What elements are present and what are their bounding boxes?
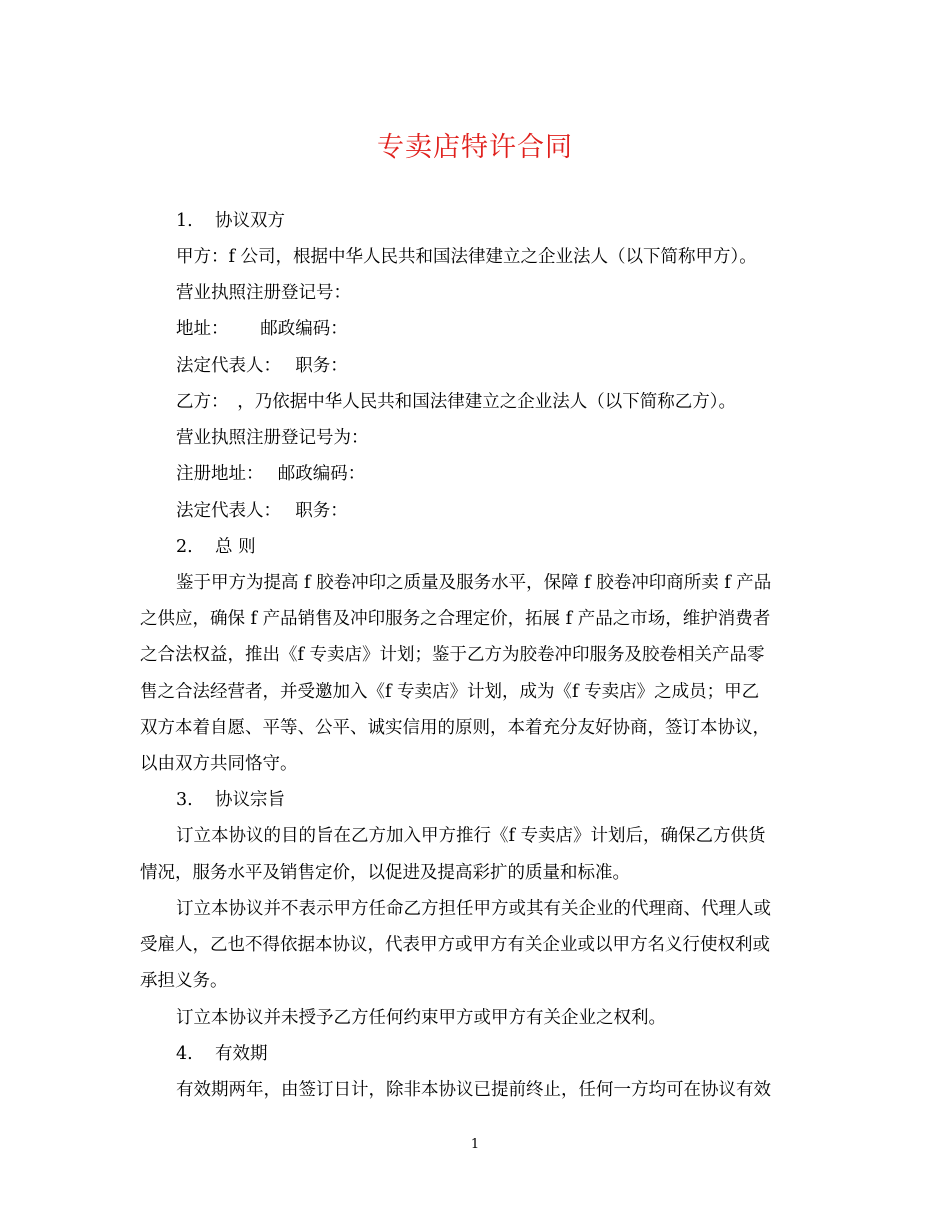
paragraph-line: 注册地址： 邮政编码： bbox=[176, 464, 366, 484]
paragraph-line: 受雇人，乙也不得依据本协议，代表甲方或甲方有关企业或以甲方名义行使权利或 bbox=[140, 935, 770, 955]
paragraph-line: 法定代表人： 职务： bbox=[176, 356, 348, 376]
paragraph-line: 售之合法经营者，并受邀加入《f 专卖店》计划，成为《f 专卖店》之成员；甲乙 bbox=[140, 682, 760, 702]
paragraph-line: 乙方： ，乃依据中华人民共和国法律建立之企业法人（以下简称乙方）。 bbox=[176, 392, 736, 412]
page-number: 1 bbox=[470, 1137, 480, 1152]
section-title: 协议双方 bbox=[215, 211, 285, 231]
section-heading-4 bbox=[176, 1039, 268, 1069]
paragraph-line: 营业执照注册登记号： bbox=[176, 283, 351, 303]
paragraph-line: 甲方：f 公司，根据中华人民共和国法律建立之企业法人（以下简称甲方）。 bbox=[176, 247, 757, 267]
paragraph-line: 有效期两年，由签订日计，除非本协议已提前终止，任何一方均可在协议有效 bbox=[176, 1080, 771, 1100]
paragraph-line: 之供应，确保 f 产品销售及冲印服务之合理定价，拓展 f 产品之市场，维护消费者 bbox=[140, 609, 771, 629]
section-number: 4. bbox=[176, 1044, 193, 1064]
paragraph-line: 双方本着自愿、平等、公平、诚实信用的原则，本着充分友好协商，签订本协议， bbox=[140, 718, 770, 738]
document-title: 专卖店特许合同 bbox=[377, 132, 573, 163]
paragraph-line: 情况，服务水平及销售定价，以促进及提高彩扩的质量和标准。 bbox=[140, 863, 630, 883]
section-title: 总 则 bbox=[215, 537, 256, 557]
paragraph-line: 地址： 邮政编码： bbox=[176, 319, 348, 339]
section-title: 有效期 bbox=[215, 1044, 268, 1064]
section-number: 2. bbox=[176, 537, 193, 557]
paragraph-line: 营业执照注册登记号为： bbox=[176, 428, 369, 448]
paragraph-line: 法定代表人： 职务： bbox=[176, 501, 348, 521]
section-heading-2 bbox=[176, 532, 256, 562]
paragraph-line: 承担义务。 bbox=[140, 971, 228, 991]
paragraph-line: 订立本协议并未授予乙方任何约束甲方或甲方有关企业之权利。 bbox=[176, 1008, 666, 1028]
paragraph-line: 鉴于甲方为提高 f 胶卷冲印之质量及服务水平，保障 f 胶卷冲印商所卖 f 产品 bbox=[176, 573, 772, 593]
section-number: 3. bbox=[176, 790, 193, 810]
section-heading-1 bbox=[176, 206, 285, 236]
section-heading-3 bbox=[176, 785, 285, 815]
section-title: 协议宗旨 bbox=[215, 790, 285, 810]
section-number: 1. bbox=[176, 211, 193, 231]
paragraph-line: 订立本协议的目的旨在乙方加入甲方推行《f 专卖店》计划后，确保乙方供货 bbox=[176, 826, 766, 846]
paragraph-line: 订立本协议并不表示甲方任命乙方担任甲方或其有关企业的代理商、代理人或 bbox=[176, 899, 771, 919]
paragraph-line: 之合法权益，推出《f 专卖店》计划；鉴于乙方为胶卷冲印服务及胶卷相关产品零 bbox=[140, 645, 765, 665]
paragraph-line: 以由双方共同恪守。 bbox=[140, 754, 298, 774]
